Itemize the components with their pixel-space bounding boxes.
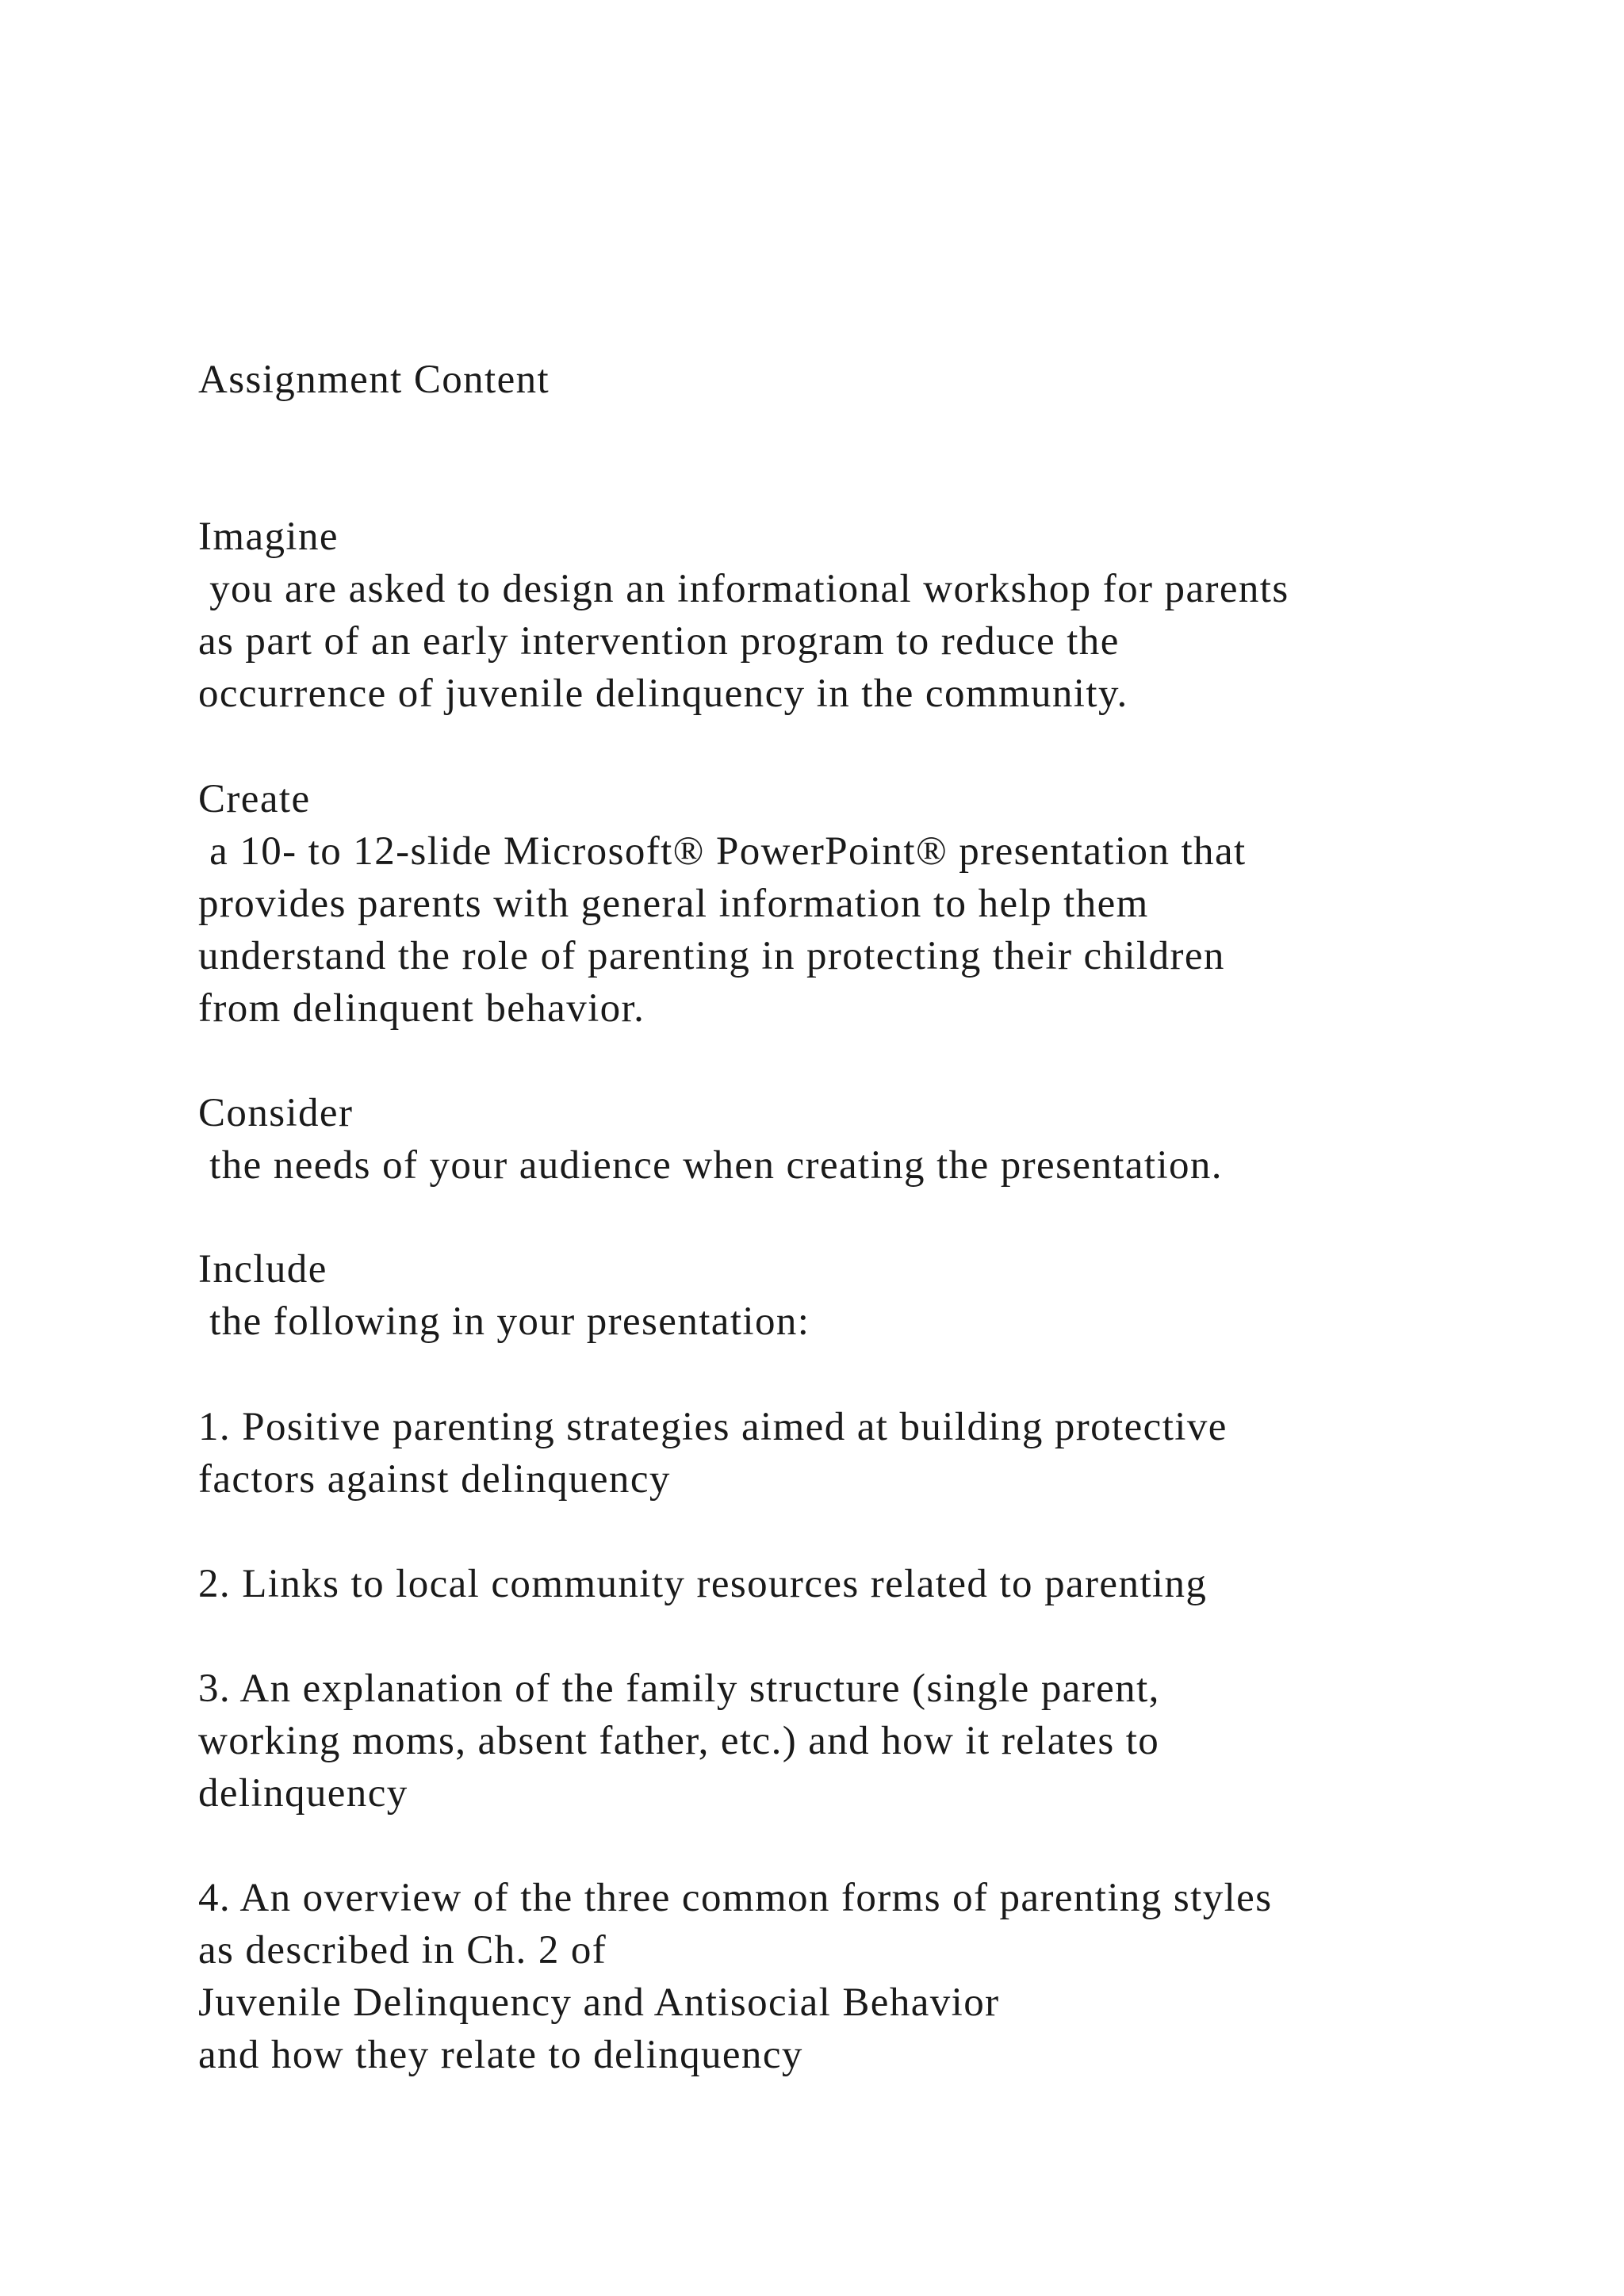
list-item-line: working moms, absent father, etc.) and how it relates to [198,1719,1160,1763]
section-text-line: as part of an early intervention program to reduce the [198,619,1120,664]
section-text-line: the needs of your audience when creating the presentation. [198,1143,1223,1188]
list-item-line: 2. Links to local community resources related to parenting [198,1562,1208,1606]
section-text-line: you are asked to design an informational workshop for parents [198,567,1289,611]
section-text-line: occurrence of juvenile delinquency in the community. [198,672,1128,716]
section-keyword: Create [198,777,311,821]
section-keyword: Imagine [198,515,339,559]
list-item-line: 4. An overview of the three common forms of parenting styles [198,1876,1273,1920]
section-keyword: Consider [198,1091,354,1135]
section-keyword: Include [198,1247,327,1292]
book-title: Juvenile Delinquency and Antisocial Behavior [198,1980,1000,2025]
section-text-line: the following in your presentation: [198,1299,810,1344]
section-text-line: a 10- to 12-slide Microsoft® PowerPoint® presentation that [198,829,1247,874]
document-title: Assignment Content [198,358,550,402]
list-item-line: 3. An explanation of the family structure (single parent, [198,1667,1160,1711]
section-text-line: provides parents with general information to help them [198,882,1149,926]
list-item-line: 1. Positive parenting strategies aimed at building protective [198,1405,1228,1449]
list-item-line: delinquency [198,1771,408,1816]
section-text-line: understand the role of parenting in protecting their children [198,934,1225,978]
list-item-line: as described in Ch. 2 of [198,1928,607,1973]
list-item-line: and how they relate to delinquency [198,2033,803,2077]
section-text-line: from delinquent behavior. [198,986,645,1031]
list-item-line: factors against delinquency [198,1457,671,1502]
